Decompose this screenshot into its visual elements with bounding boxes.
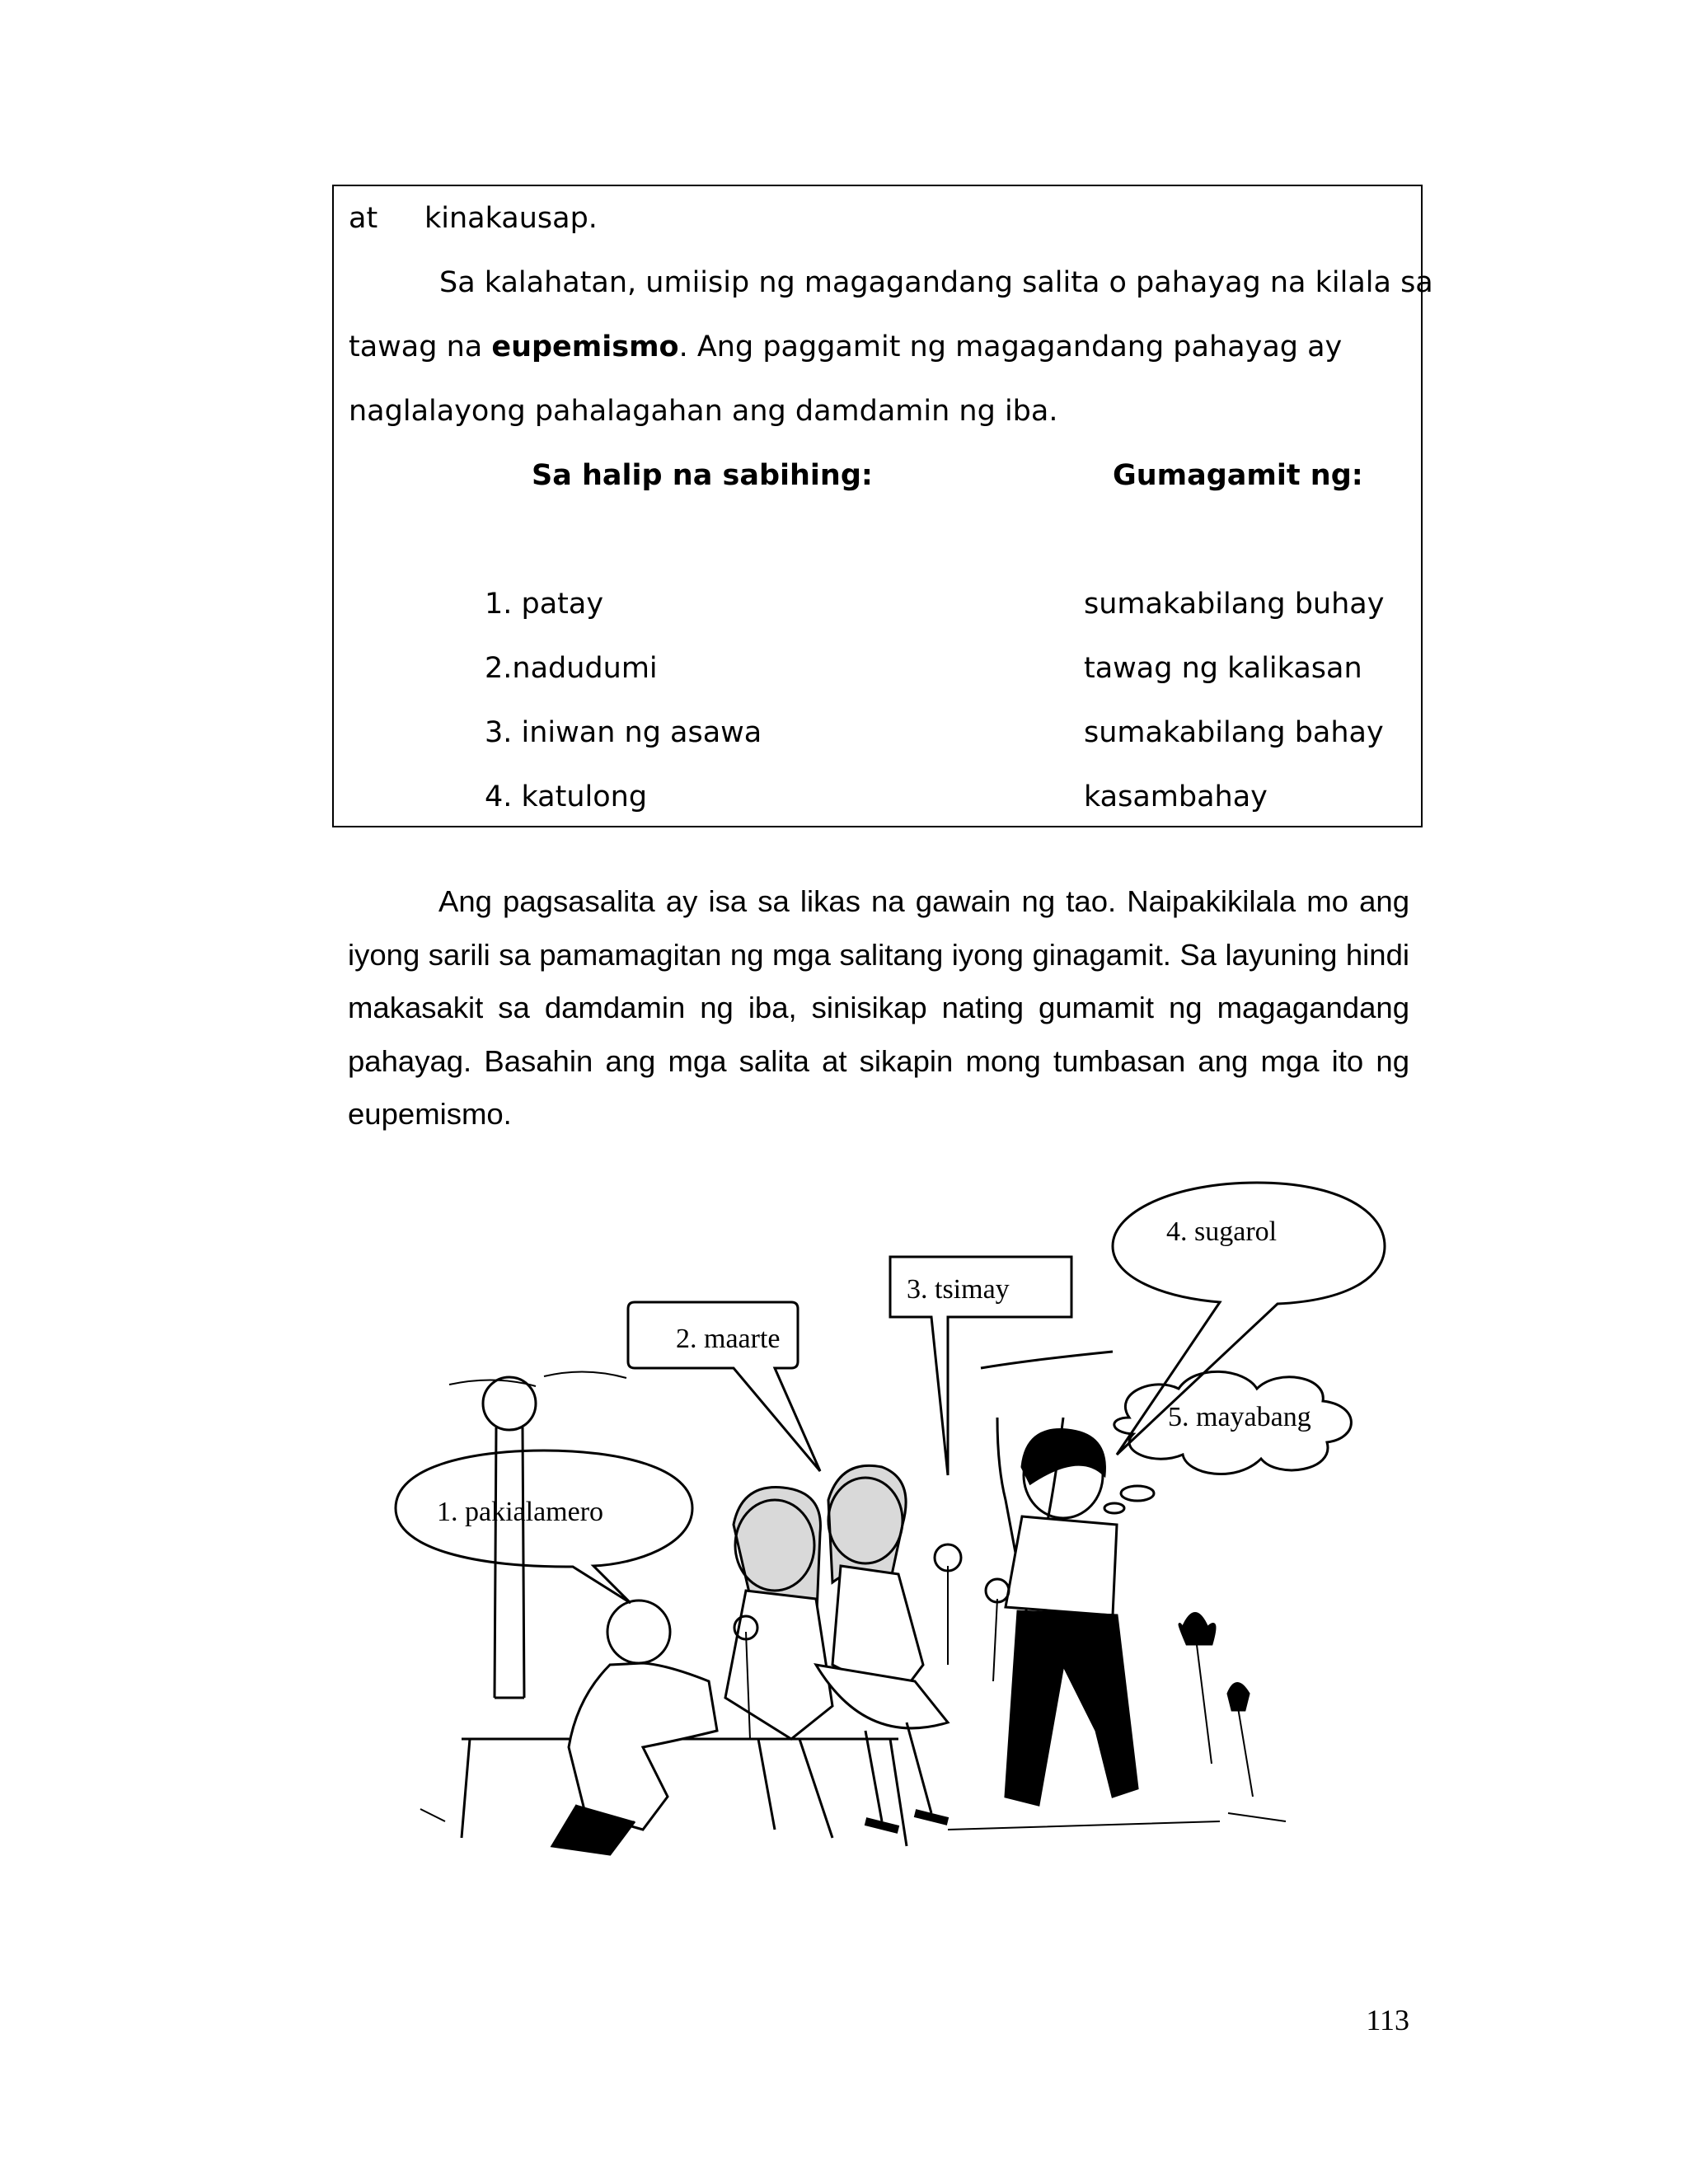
col-right-header: Gumagamit ng: xyxy=(1113,459,1363,492)
student-1-head xyxy=(607,1601,670,1663)
box-line3 xyxy=(349,315,1342,379)
box-line3-pre: tawag na xyxy=(349,330,492,363)
page-number: 113 xyxy=(1366,2004,1409,2036)
bubble-2-text: 2. maarte xyxy=(676,1324,781,1354)
row-right: kasambahay xyxy=(1084,780,1268,813)
student-1-body xyxy=(569,1663,717,1830)
row-right: tawag ng kalikasan xyxy=(1084,652,1362,685)
student-2-legs xyxy=(758,1739,832,1838)
box-line1-word1: at xyxy=(349,202,378,235)
student-3-shoes xyxy=(865,1813,948,1830)
euphemism-box xyxy=(332,185,1433,827)
row-right: sumakabilang bahay xyxy=(1084,716,1384,749)
bubble-4-text: 4. sugarol xyxy=(1166,1216,1278,1247)
row-left: 2.nadudumi xyxy=(485,652,658,685)
student-4-legs xyxy=(1006,1611,1137,1805)
row-right: sumakabilang buhay xyxy=(1084,588,1385,621)
eupemismo-term: eupemismo xyxy=(491,330,679,363)
row-left: 3. iniwan ng asawa xyxy=(485,716,762,749)
flower xyxy=(1179,1614,1215,1645)
student-4-hair xyxy=(1022,1430,1104,1483)
bench xyxy=(462,1739,907,1846)
lamp-globe xyxy=(483,1377,536,1430)
box-line3-post: . Ang paggamit ng magagandang pahayag ay xyxy=(678,330,1343,363)
row-left: 1. patay xyxy=(485,588,604,621)
row-left: 4. katulong xyxy=(485,780,648,813)
col-left-header: Sa halip na sabihing: xyxy=(532,459,873,492)
box-line4: naglalayong pahalagahan ang damdamin ng iba. xyxy=(349,395,1058,428)
student-3-legs xyxy=(865,1722,931,1821)
bubble-1-text: 1. pakialamero xyxy=(437,1497,604,1527)
ground-line xyxy=(420,1809,1286,1830)
thought-dot xyxy=(1121,1486,1154,1501)
body-paragraph: Ang pagsasalita ay isa sa likas na gawain ng tao. Naipakikilala mo ang iyong sarili sa pamamagitan ng mga salitang iyong ginagamit. Sa layuning hindi makasakit sa damdamin ng iba, sinisikap nating gumamit ng magagandang pahayag. Basahin ang mga salita at sikapin mong tumbasan ang mga ito ng eupemismo. xyxy=(348,884,1409,1131)
box-line1-word2: kinakausap. xyxy=(424,202,598,235)
box-line2: Sa kalahatan, umiisip ng magagandang salita o pahayag na kilala sa xyxy=(439,266,1433,299)
student-4-shirt xyxy=(1006,1516,1117,1615)
flower xyxy=(1228,1684,1249,1711)
students-illustration xyxy=(371,1170,1409,1879)
flower xyxy=(986,1579,1009,1602)
hedge-line xyxy=(449,1371,626,1386)
bubble-5-text: 5. mayabang xyxy=(1168,1402,1311,1432)
bubble-3-text: 3. tsimay xyxy=(907,1274,1010,1305)
thought-dot xyxy=(1104,1503,1124,1513)
